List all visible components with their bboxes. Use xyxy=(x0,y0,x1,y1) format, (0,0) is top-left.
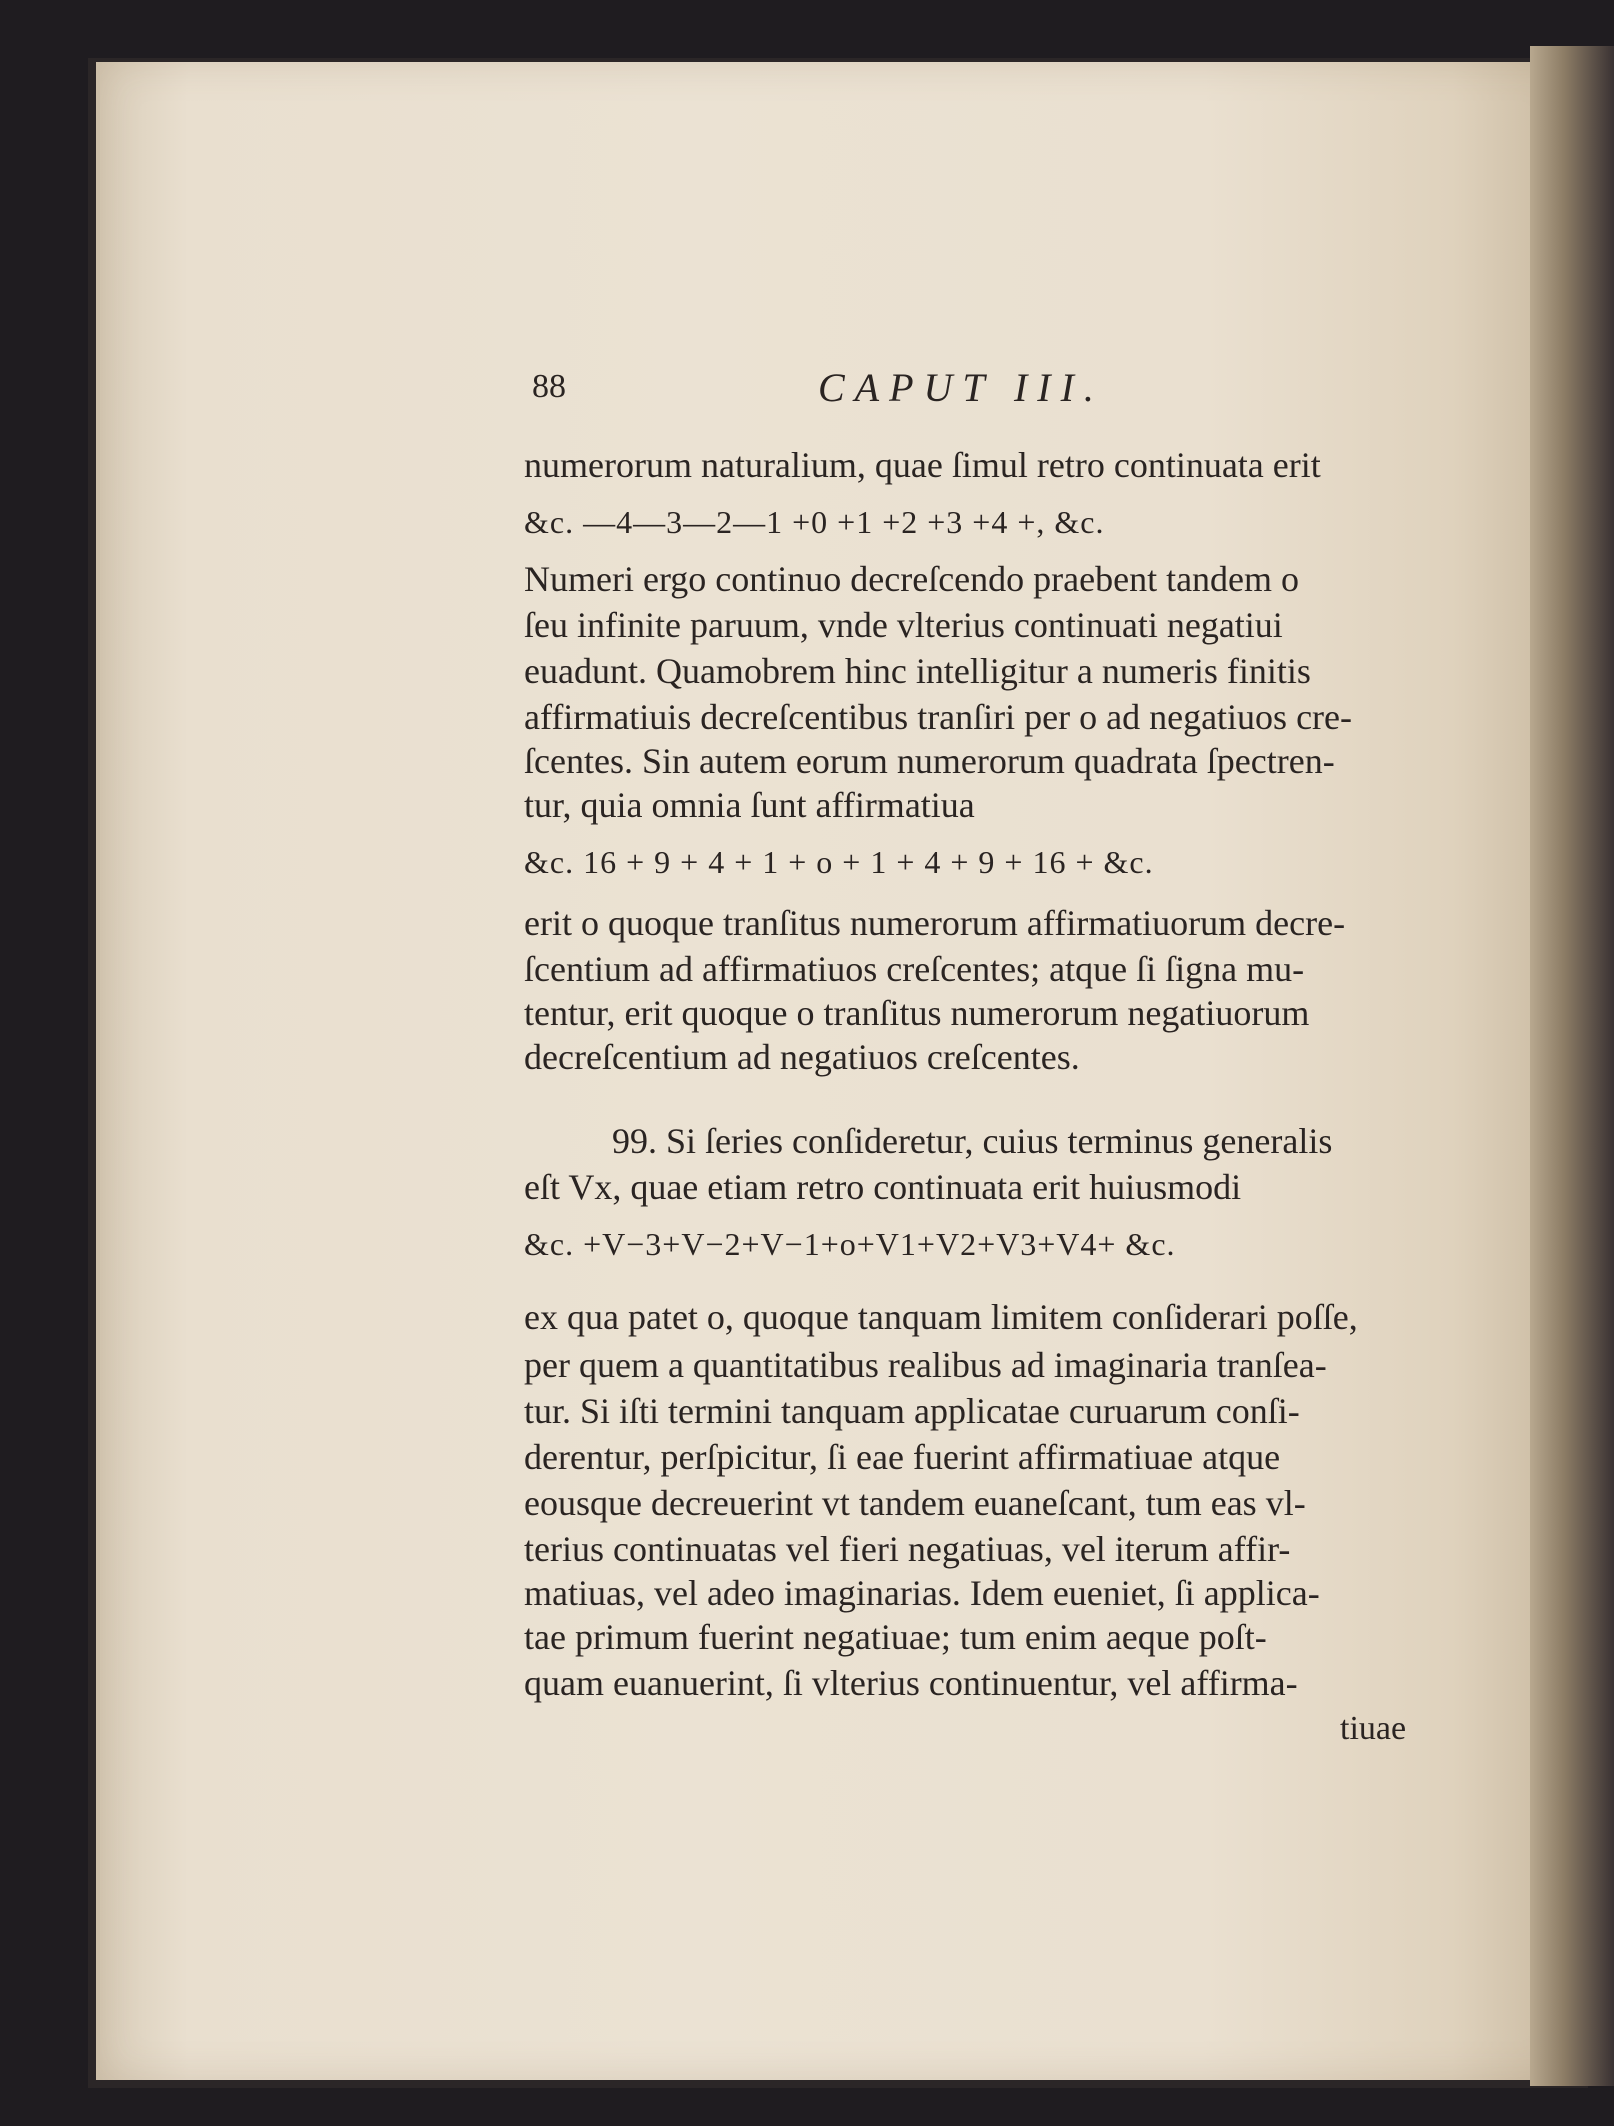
text-line: ſcentium ad affirmatiuos creſcentes; atque ſi ſigna mu- xyxy=(524,949,1305,989)
section-start-line: 99. Si ſeries conſideretur, cuius terminus generalis xyxy=(612,1121,1333,1161)
running-head: CAPUT III. xyxy=(818,365,1104,410)
sequence-line: &c. +V−3+V−2+V−1+o+V1+V2+V3+V4+ &c. xyxy=(524,1226,1176,1262)
text-line: terius continuatas vel fieri negatiuas, vel iterum affir- xyxy=(524,1529,1291,1569)
text-line: tur. Si iſti termini tanquam applicatae curuarum conſi- xyxy=(524,1391,1300,1431)
text-line: erit o quoque tranſitus numerorum affirmatiuorum decre- xyxy=(524,903,1346,943)
text-line: decreſcentium ad negatiuos creſcentes. xyxy=(524,1037,1080,1077)
text-line: euadunt. Quamobrem hinc intelligitur a numeris finitis xyxy=(524,651,1311,691)
text-line: tentur, erit quoque o tranſitus numerorum negatiuorum xyxy=(524,993,1310,1033)
text-line: quam euanuerint, ſi vlterius continuentur, vel affirma- xyxy=(524,1663,1298,1703)
facing-page-edge xyxy=(1530,46,1614,2086)
text-line: per quem a quantitatibus realibus ad imaginaria tranſea- xyxy=(524,1345,1327,1385)
text-line: ſeu infinite paruum, vnde vlterius continuati negatiui xyxy=(524,605,1283,645)
sequence-line: &c. 16 + 9 + 4 + 1 + o + 1 + 4 + 9 + 16 + &c. xyxy=(524,844,1154,880)
text-line: ſcentes. Sin autem eorum numerorum quadrata ſpectren- xyxy=(524,741,1335,781)
text-line: tae primum fuerint negatiuae; tum enim aeque poſt- xyxy=(524,1617,1267,1657)
text-line: eſt Vx, quae etiam retro continuata erit huiusmodi xyxy=(524,1167,1242,1207)
text-line: affirmatiuis decreſcentibus tranſiri per o ad negatiuos cre- xyxy=(524,697,1352,737)
text-line: numerorum naturalium, quae ſimul retro continuata erit xyxy=(524,445,1321,485)
text-line: matiuas, vel adeo imaginarias. Idem eueniet, ſi applica- xyxy=(524,1573,1320,1613)
catchword: tiuae xyxy=(1340,1710,1407,1747)
text-line: Numeri ergo continuo decreſcendo praebent tandem o xyxy=(524,559,1300,599)
text-line: derentur, perſpicitur, ſi eae fuerint affirmatiuae atque xyxy=(524,1437,1281,1477)
sequence-line: &c. —4—3—2—1 +0 +1 +2 +3 +4 +, &c. xyxy=(524,504,1105,540)
text-line: eousque decreuerint vt tandem euaneſcant, tum eas vl- xyxy=(524,1483,1306,1523)
page-number: 88 xyxy=(532,368,566,405)
text-line: tur, quia omnia ſunt affirmatiua xyxy=(524,785,975,825)
text-line: ex qua patet o, quoque tanquam limitem conſiderari poſſe, xyxy=(524,1297,1358,1337)
